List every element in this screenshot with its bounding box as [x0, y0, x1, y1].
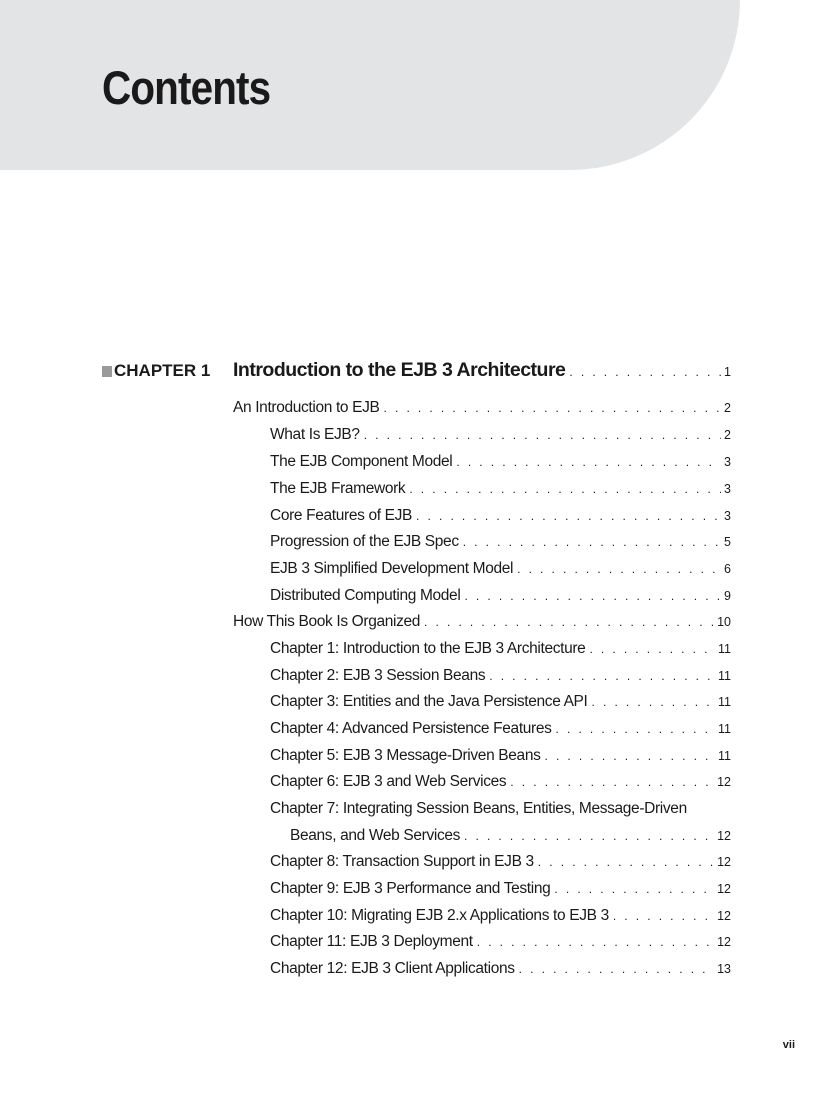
- toc-subsection[interactable]: [270, 879, 731, 899]
- toc-leader: [409, 479, 721, 499]
- toc-leader: [456, 452, 721, 472]
- toc-subsection[interactable]: [270, 559, 731, 579]
- toc-entry-title: Chapter 2: EJB 3 Session Beans: [270, 667, 486, 684]
- toc-entry-title: Chapter 11: EJB 3 Deployment: [270, 933, 473, 950]
- toc-leader: [613, 906, 714, 926]
- toc-page-number: 12: [717, 829, 731, 843]
- toc-subsection[interactable]: [270, 932, 731, 952]
- toc-entry-title: How This Book Is Organized: [233, 613, 421, 630]
- toc-entry-title: Core Features of EJB: [270, 507, 413, 524]
- toc-subsection[interactable]: [270, 506, 731, 526]
- toc-leader: [556, 719, 715, 739]
- toc-subsection[interactable]: [270, 799, 731, 819]
- toc-leader: [538, 852, 714, 872]
- toc-subsection-continued[interactable]: [290, 826, 731, 846]
- toc-page-number: 13: [717, 962, 731, 976]
- toc-subsection[interactable]: [270, 479, 731, 499]
- folio-page-number: vii: [782, 1039, 795, 1051]
- toc-leader: [463, 532, 721, 552]
- toc-entry-title: Chapter 3: Entities and the Java Persistence API: [270, 693, 588, 710]
- toc-page-number: 11: [718, 642, 731, 656]
- toc-entry-title: An Introduction to EJB: [233, 399, 380, 416]
- toc-subsection[interactable]: [270, 532, 731, 552]
- toc-page-number: 1: [724, 365, 731, 379]
- toc-section[interactable]: [233, 398, 731, 418]
- toc-leader: [592, 692, 716, 712]
- page-title: Contents: [102, 61, 271, 114]
- toc-leader: [510, 772, 714, 792]
- toc-subsection[interactable]: [270, 772, 731, 792]
- toc-entry-title: Chapter 10: Migrating EJB 2.x Applications to EJB 3: [270, 907, 609, 924]
- chapter-marker-square-icon: [102, 366, 112, 377]
- toc-section[interactable]: [233, 612, 731, 632]
- toc-page-number: 3: [724, 455, 731, 469]
- toc-page-number: 11: [718, 695, 731, 709]
- toc-entry-title: Chapter 8: Transaction Support in EJB 3: [270, 853, 534, 870]
- toc-chapter-title: Introduction to the EJB 3 Architecture: [233, 359, 566, 381]
- toc-page-number: 11: [718, 722, 731, 736]
- toc-page-number: 6: [724, 562, 731, 576]
- toc-entry-title: Chapter 1: Introduction to the EJB 3 Architecture: [270, 640, 586, 657]
- toc-leader: [545, 746, 716, 766]
- toc-entry-title: EJB 3 Simplified Development Model: [270, 560, 514, 577]
- toc-subsection[interactable]: [270, 959, 731, 979]
- toc-leader: [554, 879, 714, 899]
- toc-page-number: 12: [717, 775, 731, 789]
- toc-leader: [464, 586, 721, 606]
- toc-subsection[interactable]: [270, 719, 731, 739]
- toc-page-number: 2: [724, 401, 731, 415]
- toc-subsection[interactable]: [270, 452, 731, 472]
- toc-subsection[interactable]: [270, 852, 731, 872]
- toc-leader: [464, 826, 714, 846]
- toc-leader: [477, 932, 714, 952]
- toc-leader: [364, 425, 721, 445]
- toc-page-number: 11: [718, 669, 731, 683]
- toc-page-number: 9: [724, 589, 731, 603]
- toc-page-number: 12: [717, 935, 731, 949]
- toc-entry-title: Beans, and Web Services: [290, 827, 461, 844]
- toc-page-number: 3: [724, 509, 731, 523]
- toc-subsection[interactable]: [270, 639, 731, 659]
- toc-leader: [519, 959, 714, 979]
- toc-subsection[interactable]: [270, 906, 731, 926]
- toc-page-number: 5: [724, 535, 731, 549]
- toc-subsection[interactable]: [270, 425, 731, 445]
- toc-entry-title: The EJB Component Model: [270, 453, 453, 470]
- toc-entry-title: Chapter 12: EJB 3 Client Applications: [270, 960, 515, 977]
- toc-subsection[interactable]: [270, 586, 731, 606]
- toc-leader: [589, 639, 715, 659]
- toc-subsection[interactable]: [270, 692, 731, 712]
- chapter-number: CHAPTER 1: [114, 361, 211, 380]
- toc-leader: [569, 360, 721, 384]
- toc-page-number: 10: [717, 615, 731, 629]
- toc-entry-title: What Is EJB?: [270, 426, 360, 443]
- toc-entry-title: Progression of the EJB Spec: [270, 533, 459, 550]
- toc-entry-title: Chapter 4: Advanced Persistence Features: [270, 720, 552, 737]
- toc-entry-title: Chapter 7: Integrating Session Beans, Entities, Message-Driven: [270, 800, 687, 817]
- toc-page-number: 12: [717, 882, 731, 896]
- toc-entry-title: Distributed Computing Model: [270, 587, 461, 604]
- toc-page-number: 3: [724, 482, 731, 496]
- chapter-label: [102, 360, 210, 382]
- toc-leader: [424, 612, 714, 632]
- toc-entry-title: Chapter 9: EJB 3 Performance and Testing: [270, 880, 551, 897]
- toc-chapter-1[interactable]: [233, 358, 731, 384]
- toc-leader: [416, 506, 721, 526]
- toc-page-number: 2: [724, 428, 731, 442]
- toc-entry-title: The EJB Framework: [270, 480, 406, 497]
- toc-page-number: 11: [718, 749, 731, 763]
- toc-leader: [517, 559, 721, 579]
- toc-page-number: 12: [717, 909, 731, 923]
- toc-entry-title: Chapter 6: EJB 3 and Web Services: [270, 773, 507, 790]
- toc-subsection[interactable]: [270, 666, 731, 686]
- toc-subsection[interactable]: [270, 746, 731, 766]
- toc-page-number: 12: [717, 855, 731, 869]
- toc-entry-title: Chapter 5: EJB 3 Message-Driven Beans: [270, 747, 541, 764]
- toc-leader: [489, 666, 715, 686]
- toc-leader: [384, 398, 722, 418]
